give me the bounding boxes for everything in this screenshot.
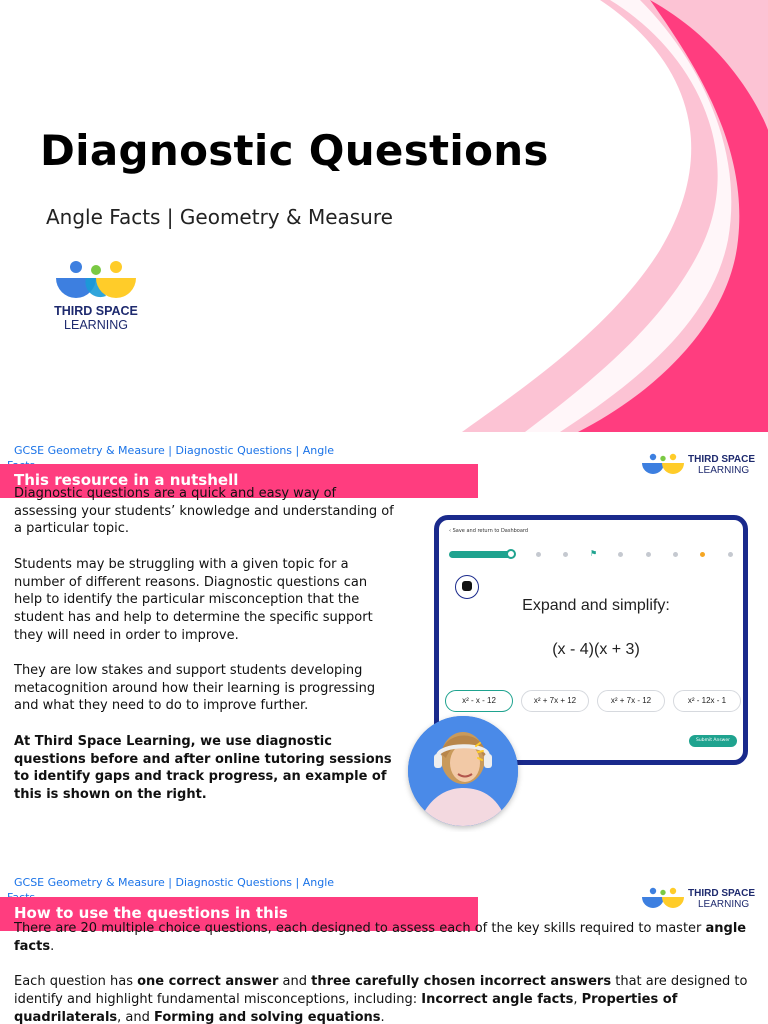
answer-option: x² - 12x - 1 (673, 690, 741, 712)
third-space-learning-logo (640, 452, 760, 478)
logo-text-line2: LEARNING (698, 899, 750, 910)
how-to-use-slide (0, 866, 768, 1024)
answer-option: x² - x - 12 (445, 690, 513, 712)
answer-option: x² + 7x - 12 (597, 690, 665, 712)
nutshell-slide (0, 434, 768, 832)
robot-avatar-icon (455, 575, 479, 599)
text-run-bold: Incorrect angle facts (421, 991, 574, 1007)
third-space-learning-logo (46, 256, 146, 332)
logo-text-line1: THIRD SPACE (54, 304, 138, 318)
progress-dot (646, 552, 651, 557)
breadcrumb (14, 875, 344, 891)
paragraph (14, 920, 754, 955)
question-title: Expand and simplify: (522, 597, 670, 614)
logo-text-line2: LEARNING (698, 465, 750, 476)
submit-answer-button: Submit Answer (689, 735, 737, 747)
breadcrumb (14, 443, 344, 459)
text-run: Each question has (14, 974, 138, 990)
title-slide (0, 0, 768, 432)
text-run-bold: Forming and solving equations (154, 1009, 381, 1024)
question-expression: (x - 4)(x + 3) (552, 641, 640, 658)
logo-text (688, 888, 755, 910)
paragraph: Students may be struggling with a given topic for a number of different reasons. Diagnostic questions can help to identify the particular misconception that the student has and help to determine the specific support they will need in order to improve. (14, 556, 373, 643)
logo-mark-icon (640, 886, 686, 912)
logo-text-line2: LEARNING (64, 318, 128, 332)
third-space-learning-logo (640, 886, 760, 912)
breadcrumb-line1: GCSE Geometry & Measure | Diagnostic Questions | Angle (14, 444, 335, 457)
text-run-bold: angle facts (14, 921, 747, 954)
logo-mark-icon (640, 452, 686, 478)
text-run: , (573, 991, 582, 1007)
back-link: ‹ Save and return to Dashboard (449, 528, 529, 534)
paragraph: They are low stakes and support students developing metacognition around how their learning is progressing and what they need to do to improve further. (14, 663, 376, 714)
student-illustration (408, 716, 518, 826)
text-run: and (278, 974, 312, 990)
body-text (14, 485, 394, 821)
text-run-bold: Properties of quadrilaterals (14, 991, 678, 1024)
progress-bar (449, 551, 513, 558)
progress-dot (618, 552, 623, 557)
progress-dot (728, 552, 733, 557)
logo-mark-icon (46, 256, 146, 302)
progress-dot-current (700, 552, 705, 557)
section-heading: This resource in a nutshell (14, 471, 239, 489)
logo-text (688, 454, 755, 476)
progress-knob (506, 549, 516, 559)
back-link-label: Save and return to Dashboard (452, 528, 529, 534)
paragraph (14, 973, 754, 1024)
body-text (14, 920, 754, 1024)
logo-text-line1: THIRD SPACE (688, 888, 756, 899)
student-photo (408, 716, 518, 826)
progress-dot (536, 552, 541, 557)
text-run: , and (117, 1009, 155, 1024)
text-run: that are designed to identify and highlight fundamental misconceptions, including: (14, 974, 748, 1007)
text-run: . (50, 938, 55, 954)
text-run-bold: three carefully chosen incorrect answers (311, 974, 612, 990)
logo-text-line1: THIRD SPACE (688, 454, 756, 465)
text-run: There are 20 multiple choice questions, each designed to assess each of the key skills required to master (14, 921, 706, 936)
flag-icon: ⚑ (590, 549, 598, 558)
progress-dot (563, 552, 568, 557)
progress-dot (673, 552, 678, 557)
section-heading: How to use the questions in this (14, 904, 288, 922)
paragraph-bold: At Third Space Learning, we use diagnostic questions before and after online tutoring sessions to identify gaps and track progress, an example of this is shown on the right. (14, 733, 392, 802)
page-title: Diagnostic Questions (40, 126, 549, 175)
page-subtitle: Angle Facts | Geometry & Measure (46, 205, 393, 229)
breadcrumb-line1: GCSE Geometry & Measure | Diagnostic Questions | Angle (14, 876, 335, 889)
answer-option: x² + 7x + 12 (521, 690, 589, 712)
paragraph: Diagnostic questions are a quick and easy way of assessing your students’ knowledge and understanding of a particular topic. (14, 486, 394, 537)
text-run: . (380, 1009, 385, 1024)
text-run-bold: one correct answer (137, 974, 279, 990)
